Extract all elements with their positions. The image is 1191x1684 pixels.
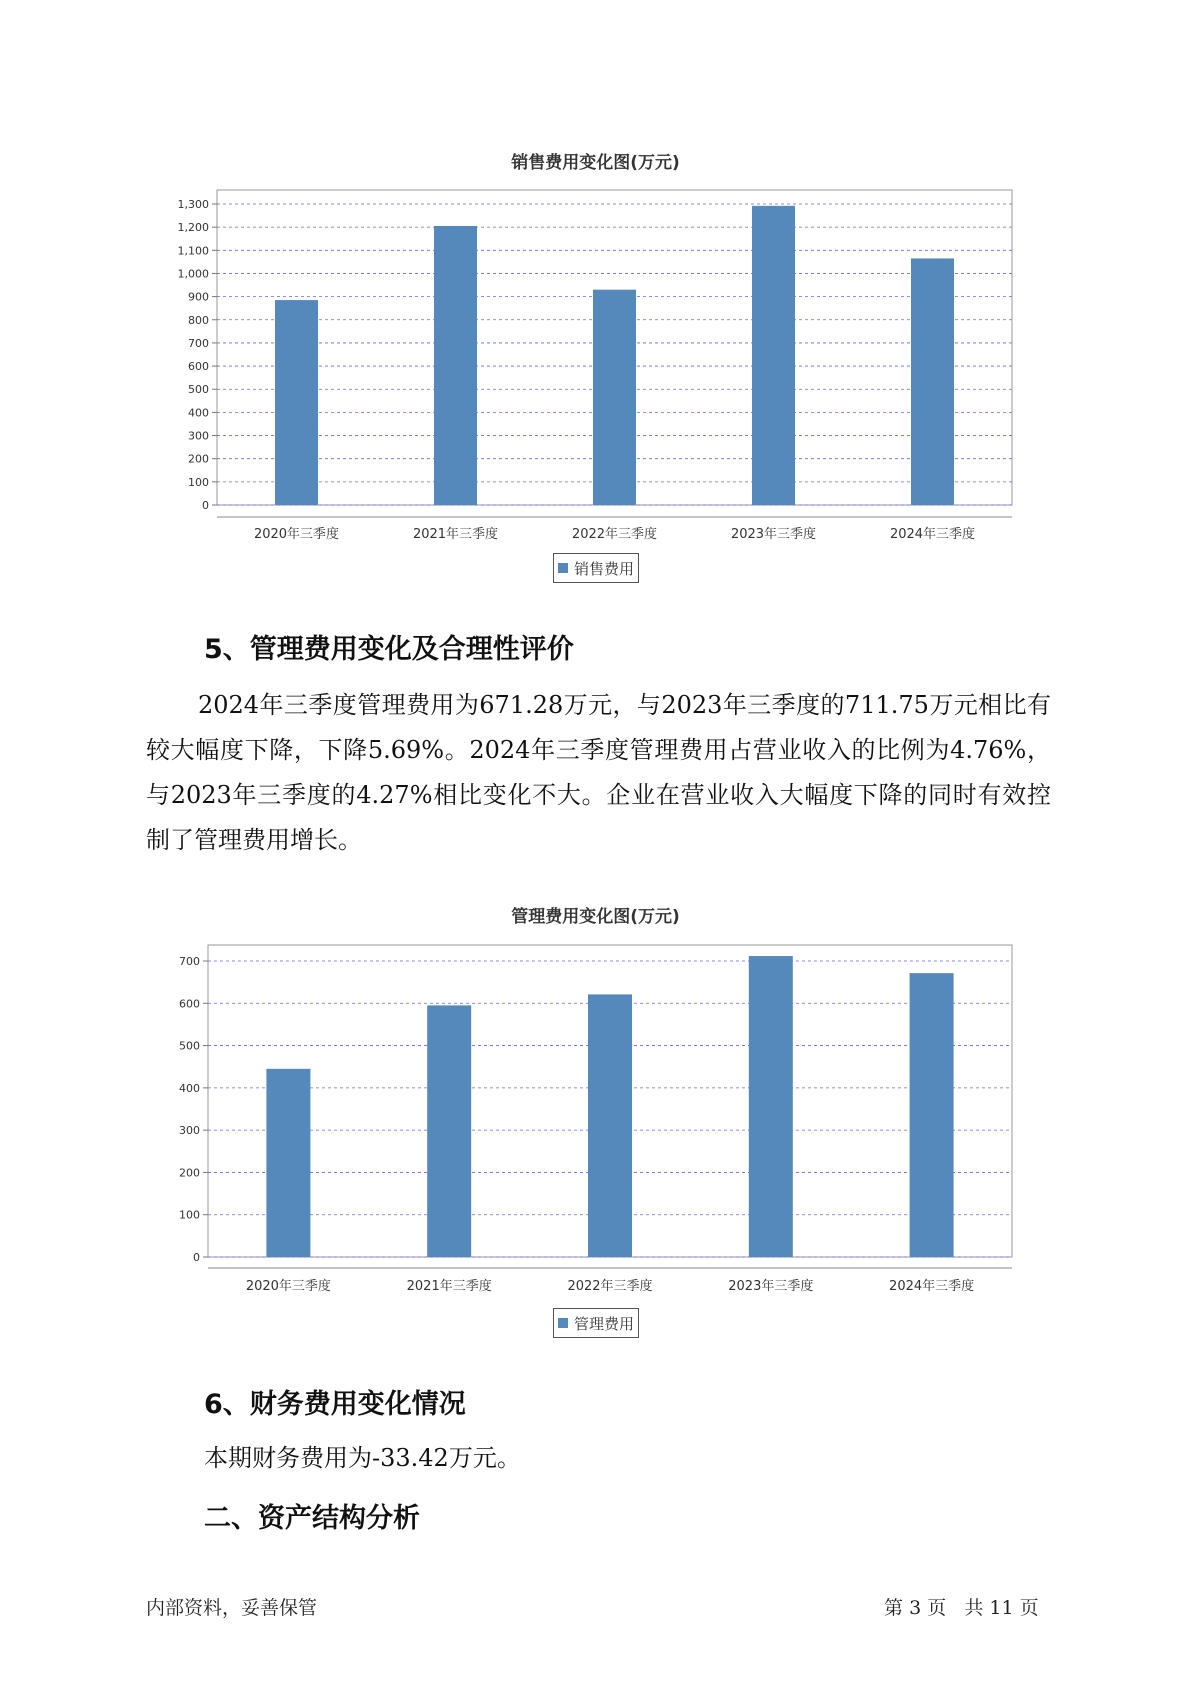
- y-tick-label: 1,300: [177, 198, 209, 211]
- legend-management: [553, 1308, 639, 1338]
- y-tick-label: 700: [188, 336, 209, 350]
- bar: [266, 1069, 310, 1257]
- page-current: 3: [909, 1597, 922, 1619]
- y-tick-label: 300: [179, 1124, 200, 1138]
- page-total: 11: [989, 1597, 1014, 1619]
- legend-label-management: 管理费用: [574, 1314, 635, 1333]
- section-5-heading: 5、管理费用变化及合理性评价: [204, 634, 574, 665]
- y-tick-label: 600: [188, 360, 209, 374]
- y-tick-label: 1,100: [177, 244, 209, 258]
- bar: [910, 973, 954, 1257]
- bar: [427, 1005, 471, 1257]
- x-tick-label: 2020年三季度: [245, 1279, 331, 1294]
- y-tick-label: 800: [188, 313, 209, 327]
- y-tick-label: 1,000: [177, 267, 209, 281]
- x-tick-label: 2024年三季度: [889, 527, 976, 542]
- x-tick-label: 2022年三季度: [567, 1279, 653, 1294]
- bar: [749, 956, 793, 1257]
- page-mid: 页 共: [927, 1597, 984, 1619]
- y-tick-label: 400: [179, 1081, 200, 1095]
- x-tick-label: 2023年三季度: [728, 1279, 814, 1294]
- section-6-heading: 6、财务费用变化情况: [204, 1389, 466, 1420]
- chart-title-sales: 销售费用变化图(万元): [511, 153, 680, 173]
- bar: [588, 994, 632, 1257]
- section-5-paragraph: 2024年三季度管理费用为671.28万元，与2023年三季度的711.75万元相比有较大幅度下降，下降5.69%。2024年三季度管理费用占营业收入的比例为4.76%，与2023年三季度的4.27%相比变化不大。企业在营业收入大幅度下降的同时有效控制了管理费用增长。: [146, 691, 1051, 854]
- x-tick-label: 2021年三季度: [412, 527, 499, 542]
- legend-swatch-management: [558, 1318, 568, 1328]
- legend-label-sales: 销售费用: [574, 559, 635, 578]
- page-suffix: 页: [1019, 1597, 1039, 1619]
- y-tick-label: 300: [188, 429, 209, 443]
- y-tick-label: 400: [188, 406, 209, 420]
- y-tick-label: 500: [188, 383, 209, 397]
- y-tick-label: 600: [179, 997, 200, 1011]
- x-tick-label: 2024年三季度: [889, 1279, 975, 1294]
- y-tick-label: 100: [188, 475, 209, 489]
- x-tick-label: 2022年三季度: [571, 527, 658, 542]
- x-tick-label: 2020年三季度: [253, 527, 340, 542]
- x-tick-label: 2021年三季度: [406, 1279, 492, 1294]
- page-prefix: 第: [884, 1597, 904, 1619]
- y-tick-label: 500: [179, 1039, 200, 1053]
- y-tick-label: 1,200: [177, 221, 209, 235]
- y-tick-label: 900: [188, 290, 209, 304]
- y-tick-label: 0: [202, 499, 209, 512]
- x-tick-label: 2023年三季度: [730, 527, 817, 542]
- footer-page-number: [884, 1593, 1039, 1620]
- y-tick-label: 200: [179, 1166, 200, 1180]
- section-6-paragraph: 本期财务费用为-33.42万元。: [204, 1444, 521, 1472]
- y-tick-label: 0: [193, 1251, 200, 1264]
- y-tick-label: 200: [188, 452, 209, 466]
- footer-confidential-note: 内部资料，妥善保管: [146, 1597, 318, 1619]
- y-tick-label: 700: [179, 955, 200, 968]
- chart-title-management: 管理费用变化图(万元): [511, 907, 680, 927]
- section-two-heading: 二、资产结构分析: [204, 1503, 420, 1534]
- y-tick-label: 100: [179, 1208, 200, 1222]
